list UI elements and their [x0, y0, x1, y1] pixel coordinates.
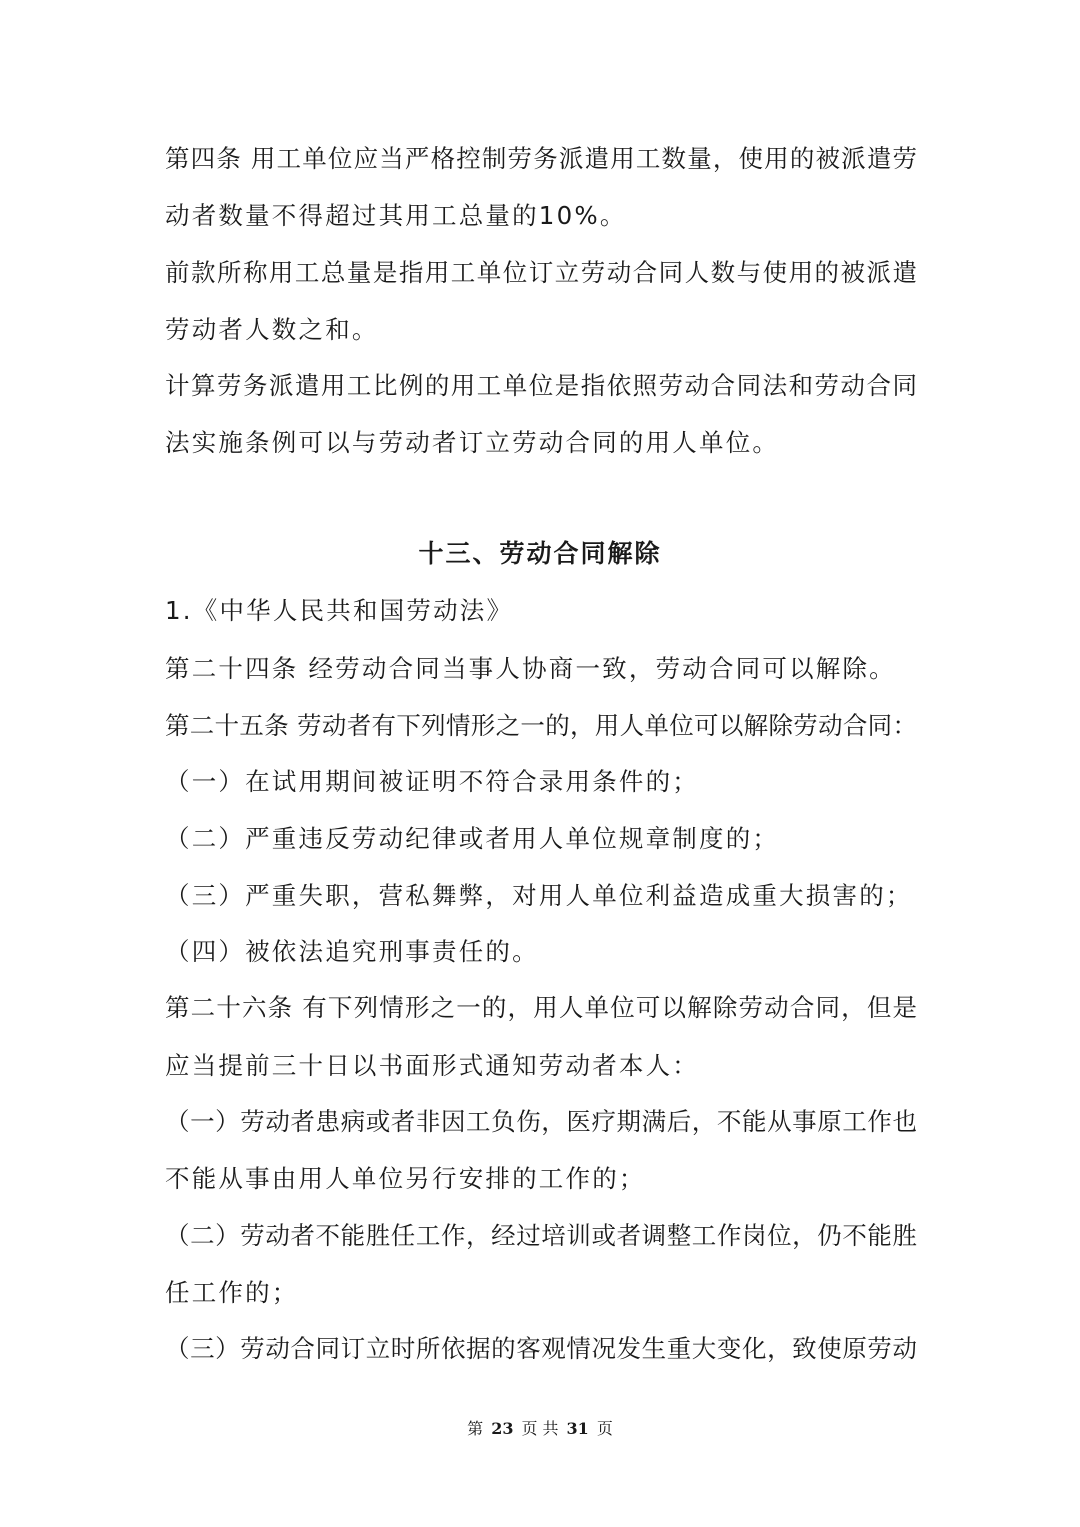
- text-line: 第二十五条 劳动者有下列情形之一的，用人单位可以解除劳动合同：: [165, 711, 917, 740]
- page-number-suffix: 页: [596, 1419, 613, 1438]
- text-line: 任工作的；: [165, 1278, 299, 1307]
- text-line: （三）严重失职，营私舞弊，对用人单位利益造成重大损害的；: [165, 881, 913, 910]
- page-footer: [0, 1418, 1080, 1440]
- text-line: 劳动者人数之和。: [165, 315, 379, 344]
- text-line: 计算劳务派遣用工比例的用工单位是指依照劳动合同法和劳动合同: [165, 371, 917, 400]
- text-line: 动者数量不得超过其用工总量的10%。: [165, 201, 627, 230]
- text-line: 法实施条例可以与劳动者订立劳动合同的用人单位。: [165, 428, 780, 457]
- current-page-number: 23: [491, 1419, 514, 1438]
- text-line: 第二十六条 有下列情形之一的，用人单位可以解除劳动合同，但是: [165, 993, 917, 1022]
- text-line: （四）被依法追究刑事责任的。: [165, 937, 539, 966]
- text-line: （二）严重违反劳动纪律或者用人单位规章制度的；: [165, 824, 780, 853]
- text-line: 第二十四条 经劳动合同当事人协商一致，劳动合同可以解除。: [165, 654, 896, 683]
- text-line: 不能从事由用人单位另行安排的工作的；: [165, 1164, 646, 1193]
- section-heading: 十三、劳动合同解除: [418, 539, 662, 568]
- text-line: （一）劳动者患病或者非因工负伤，医疗期满后，不能从事原工作也: [165, 1107, 917, 1136]
- text-line: （三）劳动合同订立时所依据的客观情况发生重大变化，致使原劳动: [165, 1334, 917, 1363]
- page-number-middle: 页 共: [521, 1419, 559, 1438]
- text-line: 前款所称用工总量是指用工单位订立劳动合同人数与使用的被派遣: [165, 258, 917, 287]
- text-line: （一）在试用期间被证明不符合录用条件的；: [165, 767, 699, 796]
- total-page-number: 31: [566, 1419, 589, 1438]
- text-line: （二）劳动者不能胜任工作，经过培训或者调整工作岗位，仍不能胜: [165, 1221, 917, 1250]
- page-number-prefix: 第: [467, 1419, 484, 1438]
- text-line: 第四条 用工单位应当严格控制劳务派遣用工数量，使用的被派遣劳: [165, 144, 917, 173]
- text-line: 1.《中华人民共和国劳动法》: [165, 596, 514, 625]
- text-line: 应当提前三十日以书面形式通知劳动者本人：: [165, 1051, 699, 1080]
